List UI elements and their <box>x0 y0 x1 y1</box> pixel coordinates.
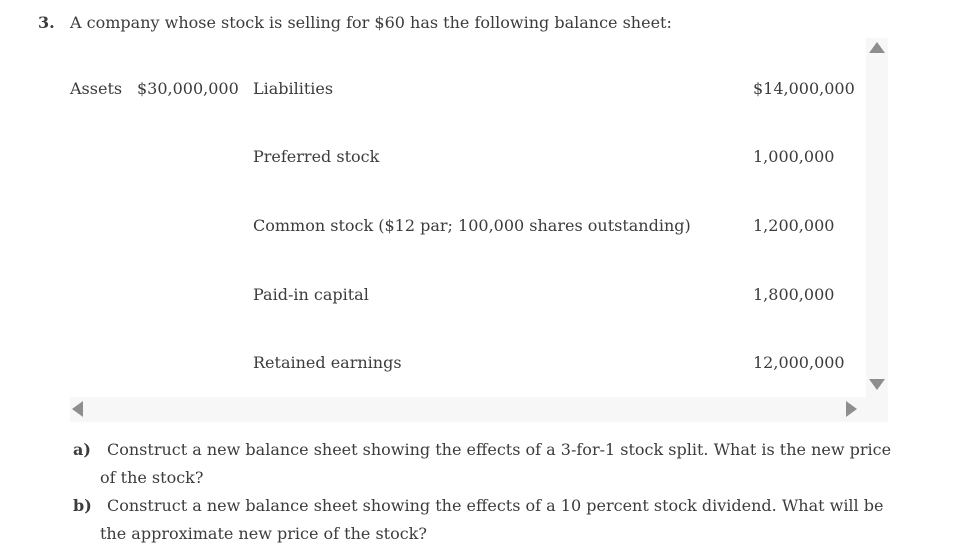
balance-sheet-row <box>70 215 866 237</box>
scroll-left-button[interactable] <box>72 401 83 417</box>
liability-item-value: 1,200,000 <box>753 216 835 235</box>
balance-sheet-row <box>70 352 866 374</box>
liability-item-value: 1,800,000 <box>753 285 835 304</box>
question-marker: b) <box>73 496 92 515</box>
triangle-right-icon <box>846 401 857 417</box>
scroll-right-button[interactable] <box>846 401 857 417</box>
liability-item-label: Common stock ($12 par; 100,000 shares outstanding) <box>253 216 691 235</box>
problem-number: 3. <box>38 13 55 32</box>
question-line: Construct a new balance sheet showing the effects of a 3-for-1 stock split. What is the new price <box>107 440 892 459</box>
triangle-up-icon <box>869 42 885 53</box>
question-marker: a) <box>73 440 91 459</box>
liability-item-label: Liabilities <box>253 79 334 98</box>
scroll-up-button[interactable] <box>869 42 885 53</box>
assets-label: Assets <box>70 79 123 98</box>
question-line: of the stock? <box>100 468 204 487</box>
question-item-a <box>73 436 893 492</box>
questions-list <box>73 436 893 548</box>
balance-sheet-row <box>70 284 866 306</box>
question-item-b <box>73 492 893 548</box>
horizontal-scrollbar[interactable] <box>70 397 866 422</box>
question-line: Construct a new balance sheet showing the effects of a 10 percent stock dividend. What will be <box>107 496 884 515</box>
liability-item-label: Paid-in capital <box>253 285 369 304</box>
liability-item-label: Retained earnings <box>253 353 402 372</box>
vertical-scrollbar[interactable] <box>866 38 888 422</box>
balance-sheet-row <box>70 78 866 100</box>
liability-item-label: Preferred stock <box>253 147 380 166</box>
problem-statement: A company whose stock is selling for $60 has the following balance sheet: <box>70 13 672 32</box>
balance-sheet-row <box>70 146 866 168</box>
triangle-down-icon <box>869 379 885 390</box>
liability-item-value: 1,000,000 <box>753 147 835 166</box>
liability-item-value: $14,000,000 <box>753 79 855 98</box>
triangle-left-icon <box>72 401 83 417</box>
question-line: the approximate new price of the stock? <box>100 524 427 543</box>
scroll-down-button[interactable] <box>869 379 885 390</box>
assets-value: $30,000,000 <box>137 79 239 98</box>
liability-item-value: 12,000,000 <box>753 353 845 372</box>
